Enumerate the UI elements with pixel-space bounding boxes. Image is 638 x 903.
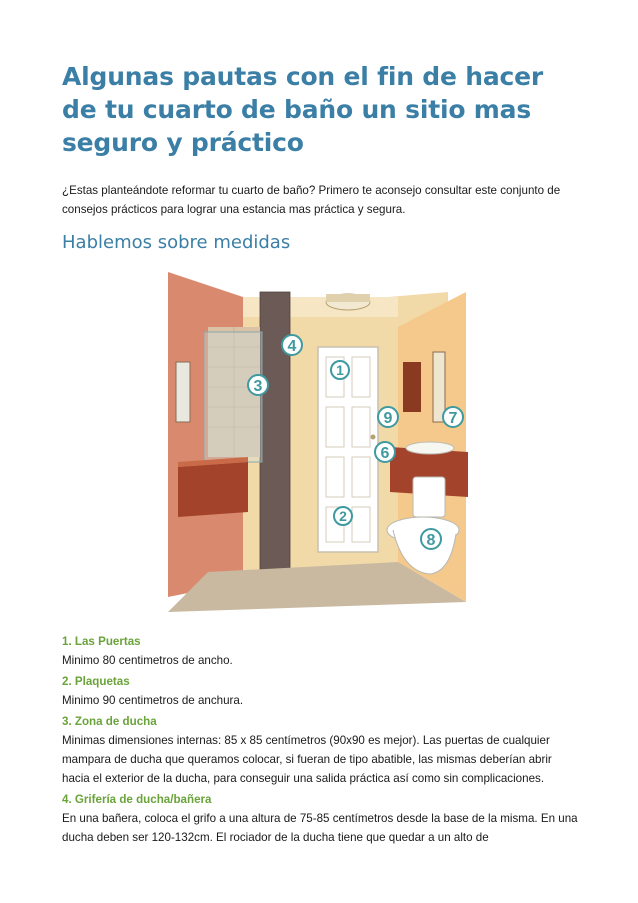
marker-4 xyxy=(282,335,302,355)
marker-8 xyxy=(421,529,441,549)
marker-1 xyxy=(331,361,349,379)
item-text: En una bañera, coloca el grifo a una altura de 75-85 centímetros desde la base de la misma. En una ducha deben ser 120-132cm. El rociador de la ducha tiene que quedar a un alto de xyxy=(62,812,578,844)
left-mirror xyxy=(176,362,190,422)
wall-cabinet xyxy=(403,362,421,412)
shower-glass xyxy=(204,332,262,462)
svg-text:8: 8 xyxy=(426,532,436,549)
marker-3 xyxy=(248,375,268,395)
page-title: Algunas pautas con el fin de hacer de tu cuarto de baño un sitio mas seguro y práctico xyxy=(62,62,544,157)
tile-column xyxy=(260,292,290,572)
marker-9 xyxy=(378,407,398,427)
svg-text:9: 9 xyxy=(383,410,393,427)
list-item xyxy=(62,673,578,710)
list-item xyxy=(62,713,578,788)
svg-text:2: 2 xyxy=(339,508,347,524)
left-vanity xyxy=(178,462,248,517)
svg-text:6: 6 xyxy=(380,445,390,462)
right-mirror xyxy=(433,352,445,422)
intro-paragraph: ¿Estas planteándote reformar tu cuarto de baño? Primero te aconsejo consultar este conjunto de consejos prácticos para lograr una estancia mas práctica y segura. xyxy=(62,184,561,216)
item-text: Minimo 80 centimetros de ancho. xyxy=(62,654,233,667)
item-title: 4. Grifería de ducha/bañera xyxy=(62,793,212,806)
svg-text:3: 3 xyxy=(253,378,263,395)
measurement-list xyxy=(62,630,578,847)
section-heading: Hablemos sobre medidas xyxy=(62,232,291,253)
item-title: 1. Las Puertas xyxy=(62,635,141,648)
item-title: 2. Plaquetas xyxy=(62,675,130,688)
svg-text:1: 1 xyxy=(336,362,344,378)
bathroom-illustration xyxy=(168,272,468,612)
list-item xyxy=(62,791,578,847)
item-text: Minimas dimensiones internas: 85 x 85 centímetros (90x90 es mejor). Las puertas de cualquier mampara de ducha que queramos colocar, si fueran de tipo abatible, las mismas deberían abrir hacia el exterior de la ducha, para conseguir una salida práctica así como sin complicaciones. xyxy=(62,734,552,785)
marker-2 xyxy=(334,507,352,525)
svg-text:7: 7 xyxy=(448,410,458,427)
marker-7 xyxy=(443,407,463,427)
svg-text:4: 4 xyxy=(287,338,297,355)
list-item xyxy=(62,633,578,670)
item-text: Minimo 90 centimetros de anchura. xyxy=(62,694,244,707)
item-title: 3. Zona de ducha xyxy=(62,715,157,728)
marker-6 xyxy=(375,442,395,462)
